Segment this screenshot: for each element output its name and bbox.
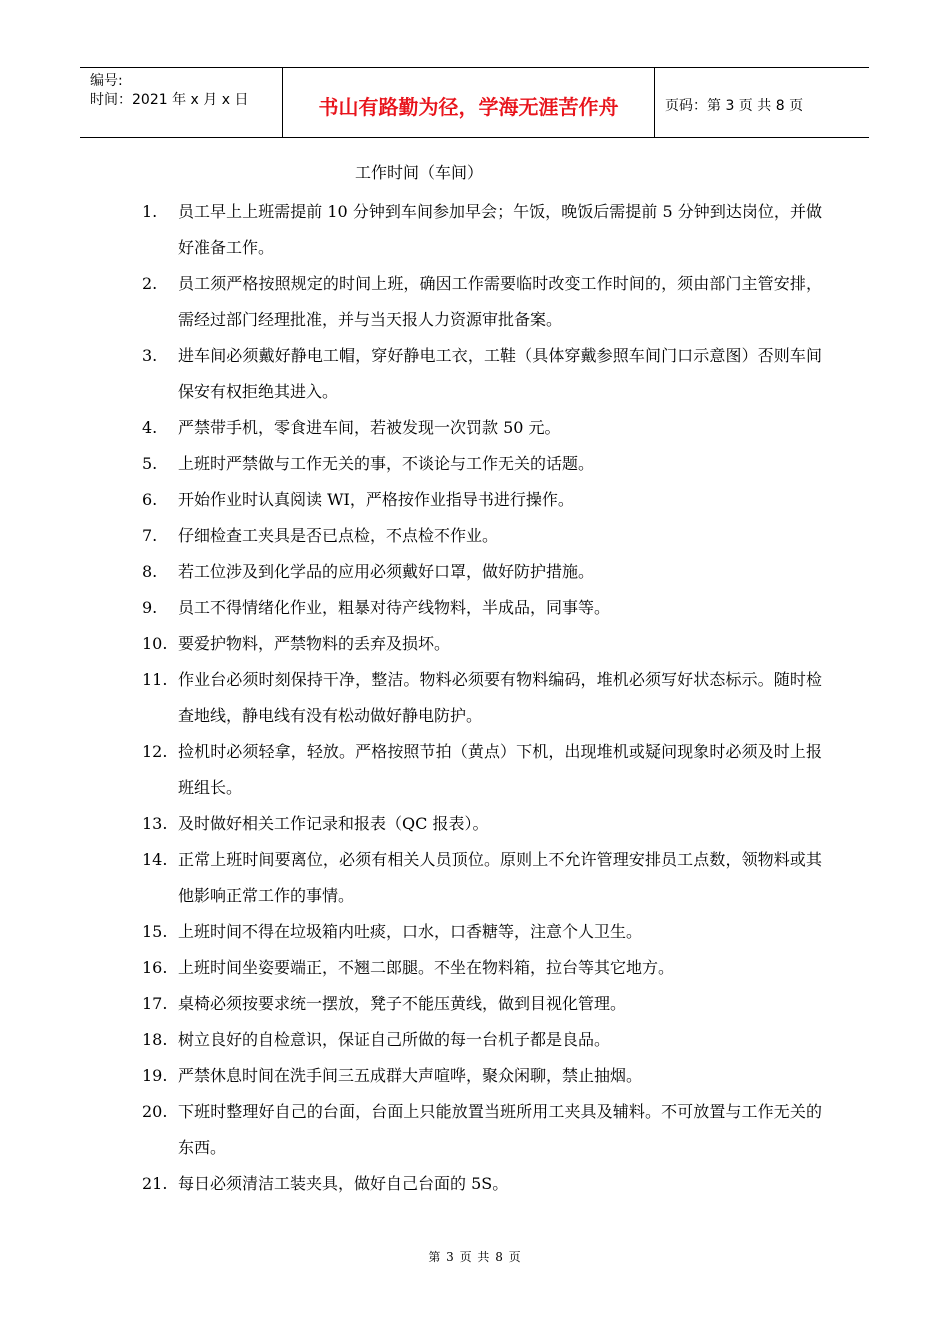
rule-number: 9. [142, 598, 158, 617]
rule-text: 若工位涉及到化学品的应用必须戴好口罩，做好防护措施。 [178, 562, 595, 581]
rule-text: 员工早上上班需提前 10 分钟到车间参加早会；午饭，晚饭后需提前 5 分钟到达岗位，并做好准备工作。 [178, 202, 822, 257]
rule-number: 16. [142, 958, 168, 977]
rule-text: 进车间必须戴好静电工帽，穿好静电工衣，工鞋（具体穿戴参照车间门口示意图）否则车间保安有权拒绝其进入。 [178, 346, 822, 401]
rule-text: 仔细检查工夹具是否已点检，不点检不作业。 [178, 526, 499, 545]
rule-text: 上班时间不得在垃圾箱内吐痰，口水，口香糖等，注意个人卫生。 [178, 922, 643, 941]
header-meta [80, 68, 283, 137]
rule-item [142, 1022, 822, 1058]
rule-number: 11. [142, 670, 168, 689]
rule-text: 上班时严禁做与工作无关的事，不谈论与工作无关的话题。 [178, 454, 595, 473]
header-page-info: 页码：第 3 页 共 8 页 [665, 97, 804, 114]
rule-text: 作业台必须时刻保持干净，整洁。物料必须要有物料编码，堆机必须写好状态标示。随时检查地线，静电线有没有松动做好静电防护。 [178, 670, 822, 725]
rule-number: 15. [142, 922, 168, 941]
rule-number: 10. [142, 634, 168, 653]
rule-text: 捡机时必须轻拿，轻放。严格按照节拍（黄点）下机，出现堆机或疑问现象时必须及时上报班组长。 [178, 742, 822, 797]
date-label: 时间：2021 年 x 月 x 日 [90, 92, 249, 108]
rule-number: 18. [142, 1030, 168, 1049]
rule-number: 7. [142, 526, 158, 545]
rule-item [142, 626, 822, 662]
rule-number: 3. [142, 346, 158, 365]
rule-item [142, 194, 822, 266]
rule-number: 14. [142, 850, 168, 869]
rule-item [142, 842, 822, 914]
rule-text: 要爱护物料，严禁物料的丢弃及损坏。 [178, 634, 451, 653]
rule-item [142, 1058, 822, 1094]
rule-item [142, 806, 822, 842]
rule-number: 20. [142, 1102, 168, 1121]
rule-item [142, 662, 822, 734]
rule-text: 严禁带手机，零食进车间，若被发现一次罚款 50 元。 [178, 418, 561, 437]
rule-text: 每日必须清洁工装夹具，做好自己台面的 5S。 [178, 1174, 509, 1193]
rule-text: 桌椅必须按要求统一摆放，凳子不能压黄线，做到目视化管理。 [178, 994, 627, 1013]
rule-number: 21. [142, 1174, 168, 1193]
rule-text: 正常上班时间要离位，必须有相关人员顶位。原则上不允许管理安排员工点数，领物料或其他影响正常工作的事情。 [178, 850, 822, 905]
rule-item [142, 590, 822, 626]
rule-text: 员工不得情绪化作业，粗暴对待产线物料，半成品，同事等。 [178, 598, 611, 617]
rule-number: 4. [142, 418, 158, 437]
rule-item [142, 1094, 822, 1166]
rule-text: 下班时整理好自己的台面，台面上只能放置当班所用工夹具及辅料。不可放置与工作无关的东西。 [178, 1102, 822, 1157]
document-title: 工作时间（车间） [354, 163, 483, 182]
rule-number: 5. [142, 454, 158, 473]
header-motto: 书山有路勤为径，学海无涯苦作舟 [283, 68, 655, 137]
rule-item [142, 482, 822, 518]
rule-text: 树立良好的自检意识，保证自己所做的每一台机子都是良品。 [178, 1030, 611, 1049]
rule-item [142, 266, 822, 338]
rule-number: 13. [142, 814, 168, 833]
rule-item [142, 446, 822, 482]
rule-number: 19. [142, 1066, 168, 1085]
rule-number: 6. [142, 490, 158, 509]
rule-text: 开始作业时认真阅读 WI，严格按作业指导书进行操作。 [178, 490, 574, 509]
rules-list [142, 194, 822, 1202]
rule-number: 17. [142, 994, 168, 1013]
rule-number: 8. [142, 562, 158, 581]
rule-item [142, 338, 822, 410]
rule-item [142, 410, 822, 446]
rule-number: 2. [142, 274, 158, 293]
rule-text: 及时做好相关工作记录和报表（QC 报表）。 [178, 814, 489, 833]
rule-text: 上班时间坐姿要端正，不翘二郎腿。不坐在物料箱，拉台等其它地方。 [178, 958, 675, 977]
rule-item [142, 1166, 822, 1202]
rule-item [142, 518, 822, 554]
rule-text: 严禁休息时间在洗手间三五成群大声喧哗，聚众闲聊，禁止抽烟。 [178, 1066, 643, 1085]
rule-item [142, 734, 822, 806]
rule-item [142, 554, 822, 590]
rule-number: 1. [142, 202, 158, 221]
serial-number-label: 编号: [90, 73, 123, 89]
rule-text: 员工须严格按照规定的时间上班，确因工作需要临时改变工作时间的，须由部门主管安排，需经过部门经理批准，并与当天报人力资源审批备案。 [178, 274, 822, 329]
page-footer: 第 3 页 共 8 页 [428, 1250, 522, 1264]
rule-item [142, 950, 822, 986]
rule-item [142, 914, 822, 950]
rule-number: 12. [142, 742, 168, 761]
document-header [80, 67, 869, 138]
rule-item [142, 986, 822, 1022]
